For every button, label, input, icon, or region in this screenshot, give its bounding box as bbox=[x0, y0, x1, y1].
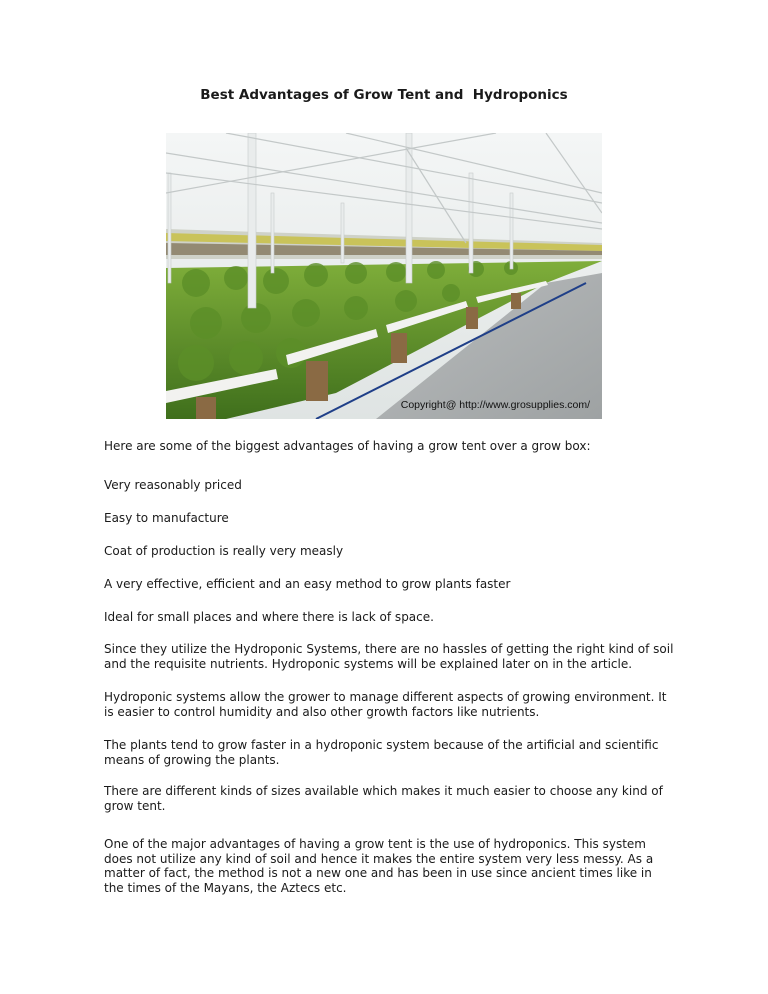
list-item: Easy to manufacture bbox=[104, 511, 229, 525]
page-title: Best Advantages of Grow Tent and Hydroponics bbox=[200, 87, 568, 103]
body-paragraph: There are different kinds of sizes available which makes it much easier to choose any kind of grow tent. bbox=[104, 784, 663, 813]
body-paragraph: Hydroponic systems allow the grower to manage different aspects of growing environment. It is easier to control humidity and also other growth factors like nutrients. bbox=[104, 690, 667, 719]
intro-paragraph: Here are some of the biggest advantages of having a grow tent over a grow box: bbox=[104, 439, 591, 453]
greenhouse-illustration bbox=[166, 133, 602, 419]
body-paragraph: Since they utilize the Hydroponic Systems, there are no hassles of getting the right kind of soil and the requisite nutrients. Hydroponic systems will be explained later on in the article. bbox=[104, 642, 674, 671]
greenhouse-photo bbox=[166, 133, 602, 419]
image-copyright: Copyright@ http://www.grosupplies.com/ bbox=[400, 399, 590, 411]
body-paragraph: The plants tend to grow faster in a hydroponic system because of the artificial and scientific means of growing the plants. bbox=[104, 738, 659, 767]
list-item: Ideal for small places and where there is lack of space. bbox=[104, 610, 434, 624]
body-paragraph: One of the major advantages of having a grow tent is the use of hydroponics. This system does not utilize any kind of soil and hence it makes the entire system very less messy. As a matter of fact, the method is not a new one and has been in use since ancient times like in the times of the Mayans, the Aztecs etc. bbox=[104, 837, 654, 895]
list-item: Very reasonably priced bbox=[104, 478, 242, 492]
list-item: Coat of production is really very measly bbox=[104, 544, 344, 558]
list-item: A very effective, efficient and an easy method to grow plants faster bbox=[104, 577, 511, 591]
